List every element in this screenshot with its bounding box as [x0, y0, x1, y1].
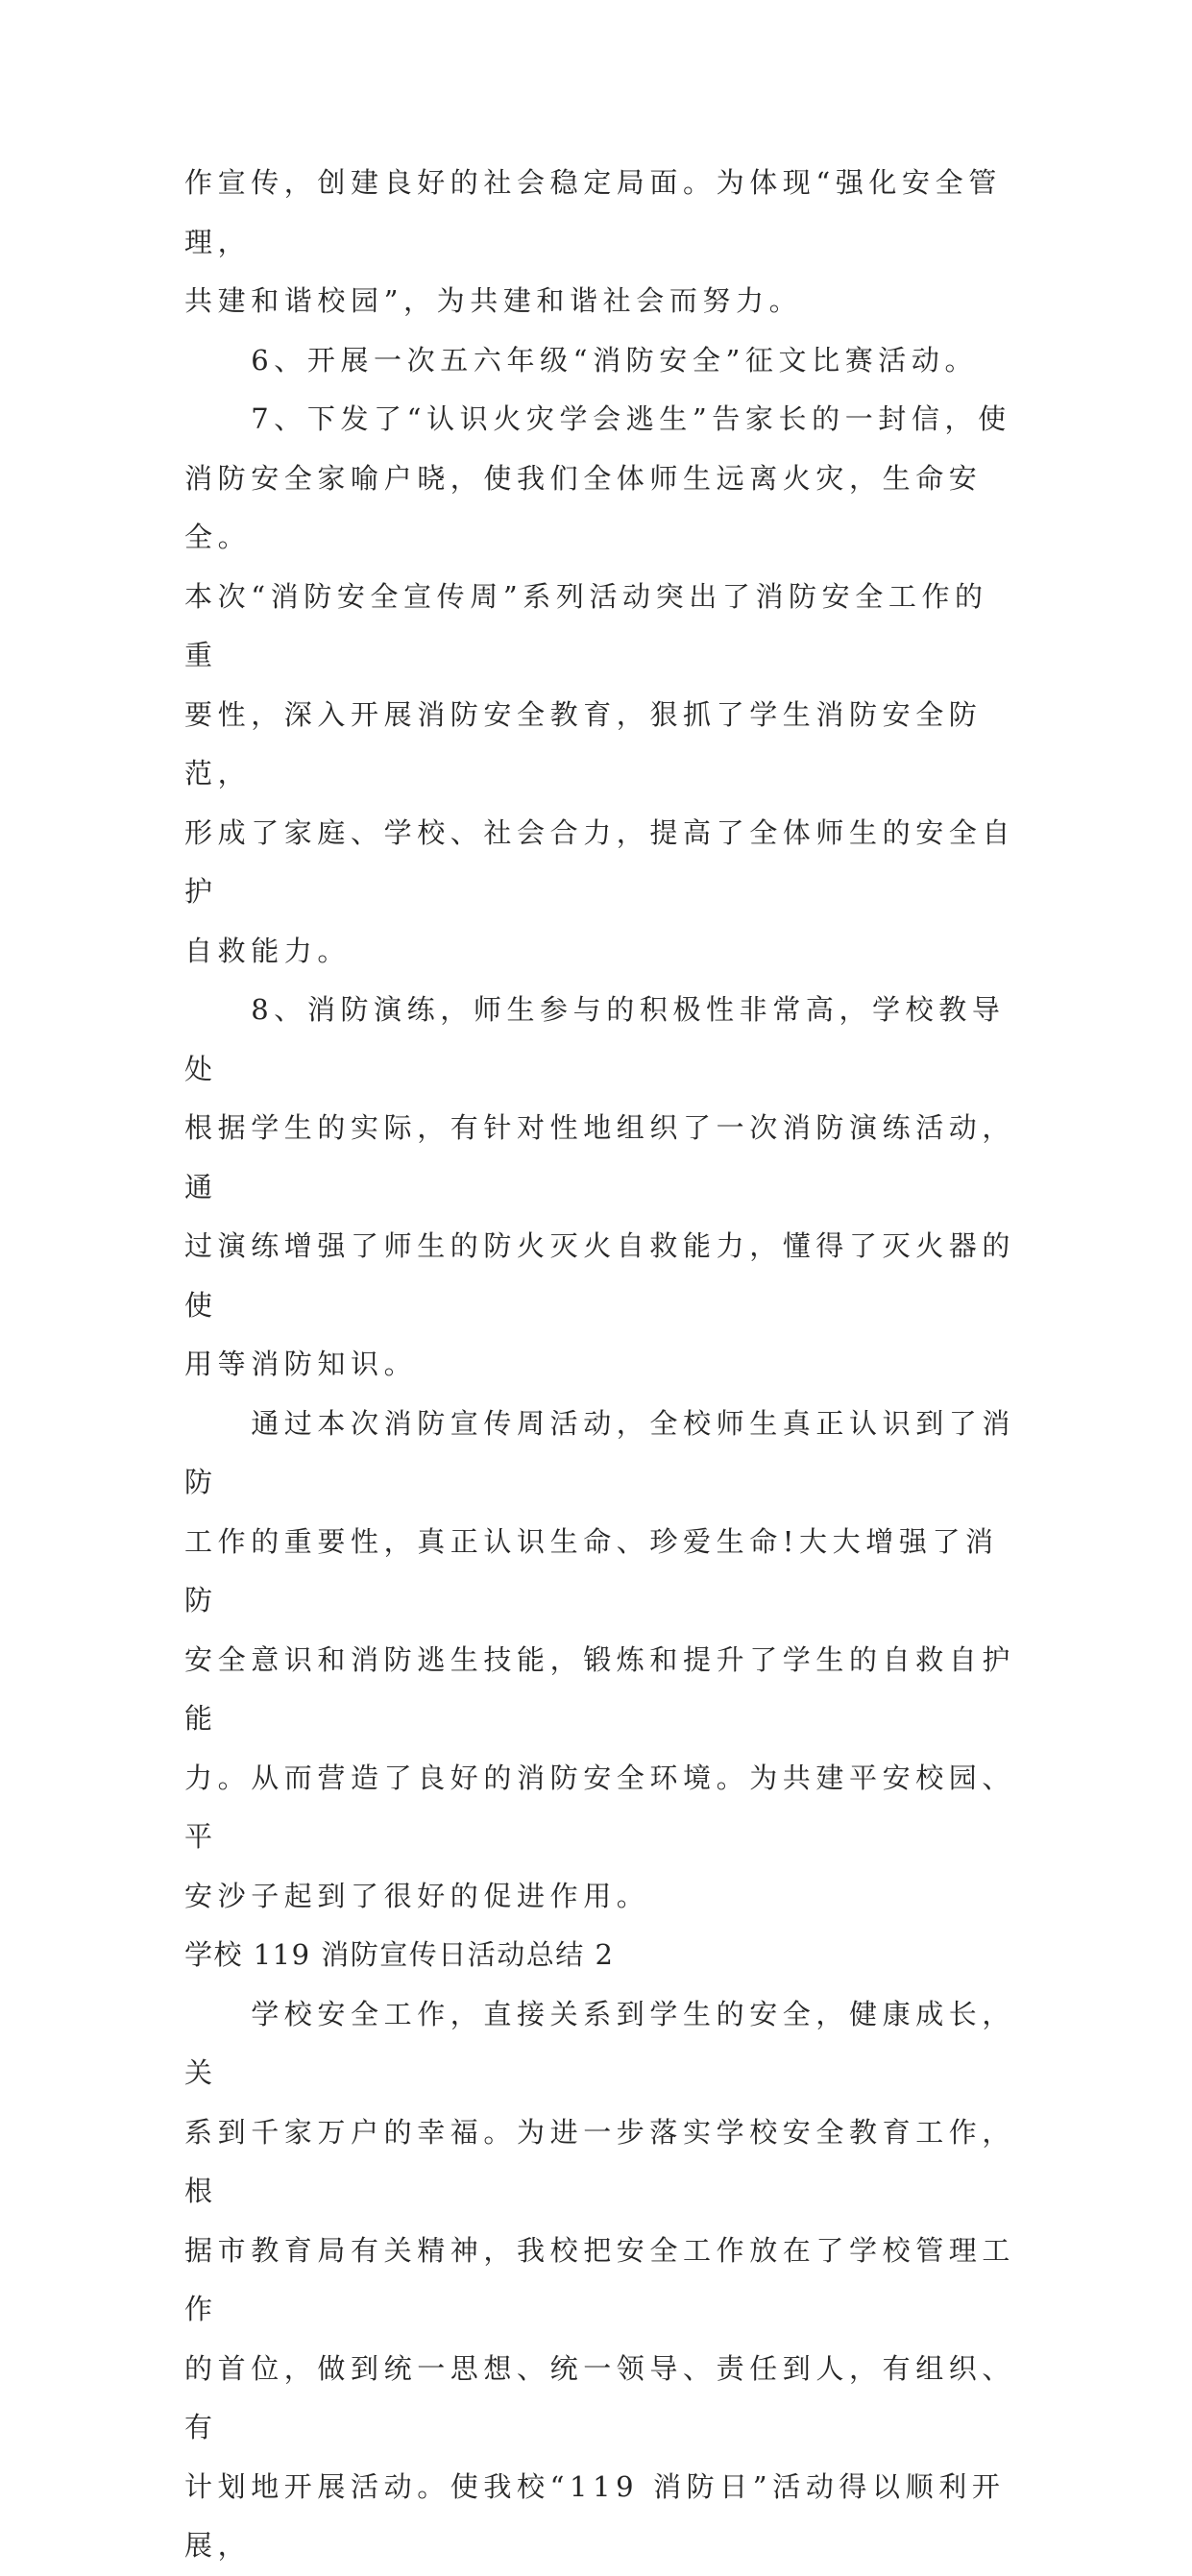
paragraph-item-6: 6、开展一次五六年级“消防安全”征文比赛活动。 [184, 343, 979, 377]
paragraph-summary: 通过本次消防宣传周活动，全校师生真正认识到了消防 工作的重要性，真正认识生命、珍爱生命!大大增强了消防 安全意识和消防逃生技能，锻炼和提升了学生的自救自护能 力。从而营造了良好的消防安全环境。为共建平安校园、平 安沙子起到了很好的促进作用。 [184, 1406, 1016, 1912]
paragraph-item-8: 8、消防演练，师生参与的积极性非常高，学校教导处 根据学生的实际，有针对性地组织了一次消防演练活动，通 过演练增强了师生的防火灭火自救能力，懂得了灭火器的使 用等消防知识。 [184, 993, 1016, 1380]
section-heading: 学校 119 消防宣传日活动总结 2 [184, 1938, 615, 1971]
document-page [184, 154, 1020, 2576]
paragraph-section2-intro: 学校安全工作，直接关系到学生的安全，健康成长，关 系到千家万户的幸福。为进一步落实学校安全教育工作，根 据市教育局有关精神，我校把安全工作放在了学校管理工作 的首位，做到统一思想、统一领导、责任到人，有组织、有 计划地开展活动。使我校“119 消防日”活动得以顺利开展， [184, 1997, 1016, 2562]
paragraph-item-7: 7、下发了“认识火灾学会逃生”告家长的一封信，使 消防安全家喻户晓，使我们全体师生远离火灾，生命安全。 本次“消防安全宣传周”系列活动突出了消防安全工作的重 要性，深入开展消防安全教育，狠抓了学生消防安全防范， 形成了家庭、学校、社会合力，提高了全体师生的安全自护 自救能力。 [184, 402, 1016, 967]
paragraph-continuation: 作宣传，创建良好的社会稳定局面。为体现“强化安全管理， 共建和谐校园”，为共建和谐社会而努力。 [184, 166, 1002, 317]
